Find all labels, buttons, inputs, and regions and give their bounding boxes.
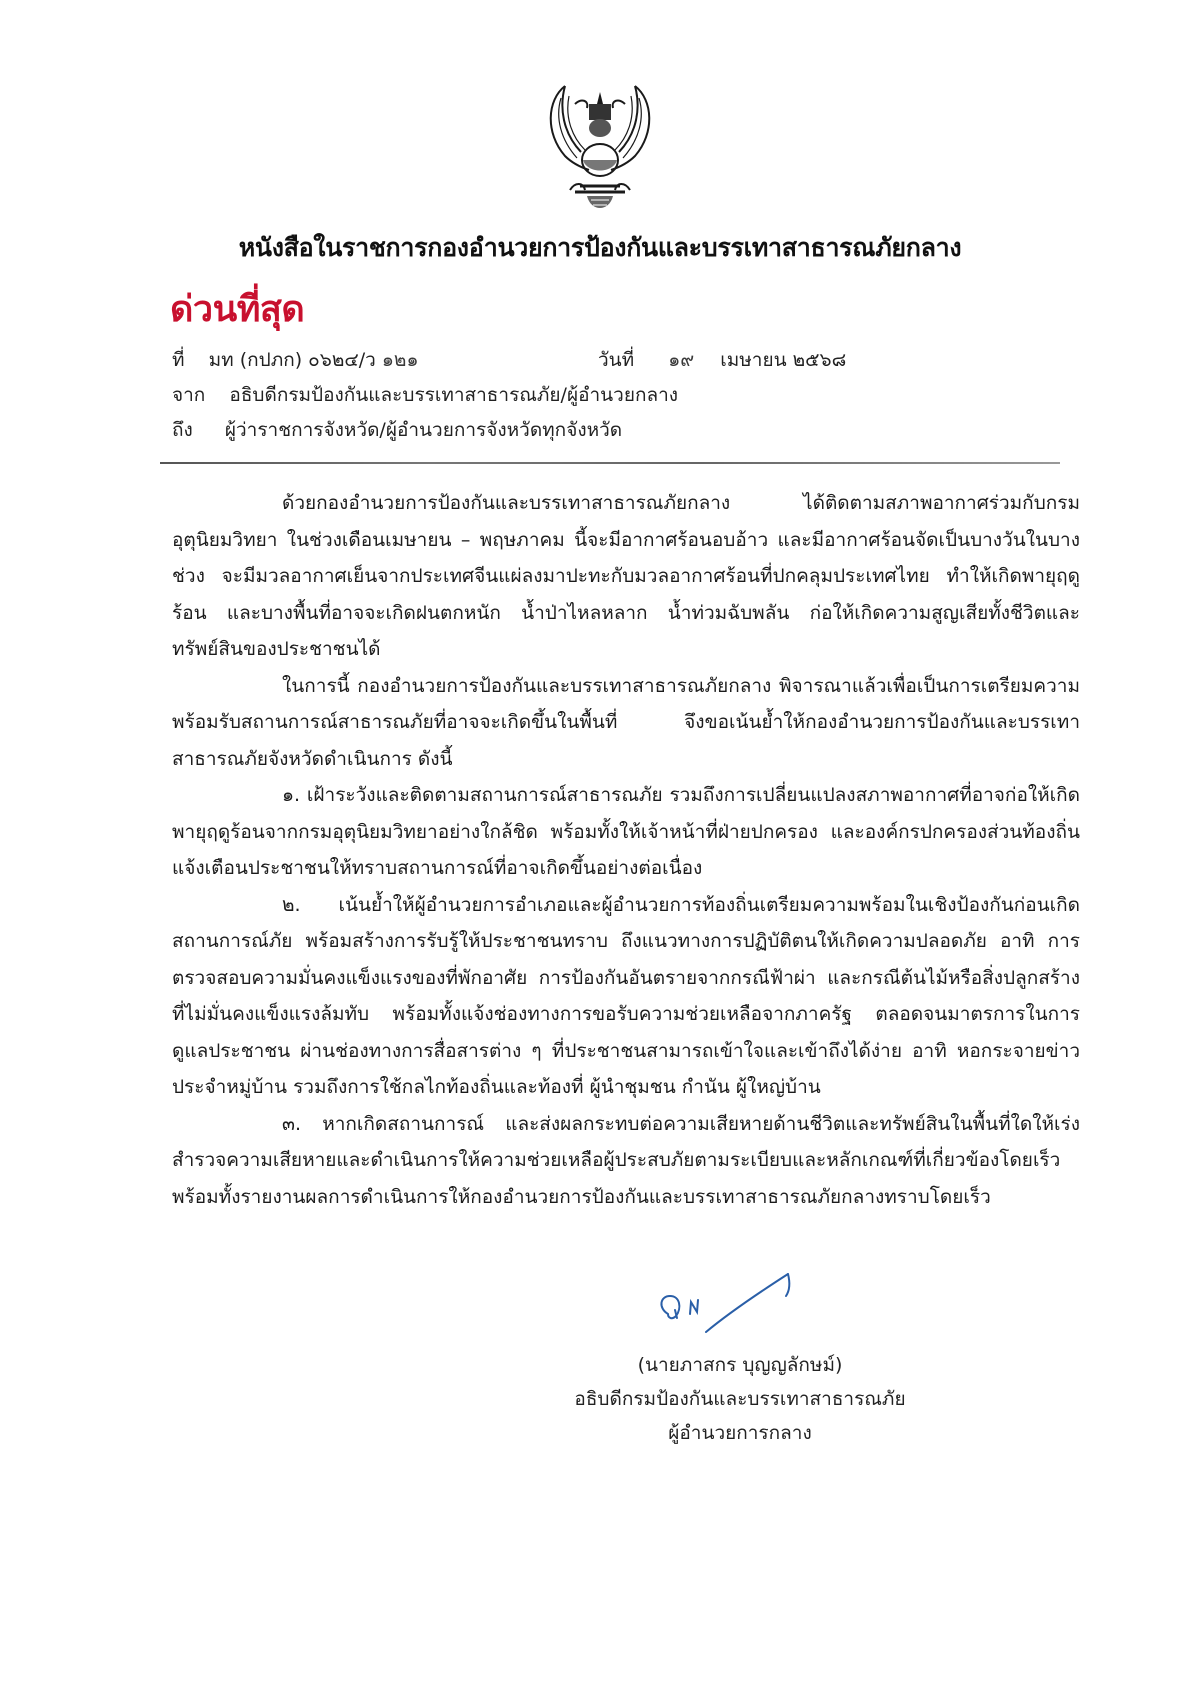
reference-number: ๑๒๑ [381,349,419,371]
body-item-2: ๒. เน้นย้ำให้ผู้อำนวยการอำเภอและผู้อำนวยการท้องถิ่นเตรียมความพร้อมในเชิงป้องกันก่อนเกิดสถานการณ์ภัย พร้อมสร้างการรับรู้ให้ประชาชนทราบ ถึงแนวทางการปฏิบัติตนให้เกิดความปลอดภัย อาทิ การตรวจสอบความมั่นคงแข็งแรงของที่พักอาศัย การป้องกันอันตรายจากกรณีฟ้าผ่า และกรณีต้นไม้หรือสิ่งปลูกสร้างที่ไม่มั่นคงแข็งแรงล้มทับ พร้อมทั้งแจ้งช่องทางการขอรับความช่วยเหลือจากภาครัฐ ตลอดจนมาตรการในการดูแลประชาชน ผ่านช่องทางการสื่อสารต่าง ๆ ที่ประชาชนสามารถเข้าใจและเข้าถึงได้ง่าย อาทิ หอกระจายข่าวประจำหมู่บ้าน รวมถึงการใช้กลไกท้องถิ่นและท้องที่ ผู้นำชุมชน กำนัน ผู้ใหญ่บ้าน [172,893,1080,1098]
from-value: อธิบดีกรมป้องกันและบรรเทาสาธารณภัย/ผู้อำนวยกลาง [229,384,679,406]
garuda-emblem-icon [525,78,675,218]
header-separator [160,462,1060,464]
reference-label: ที่ [172,349,185,371]
signature-block [460,1348,1020,1450]
reference-line [172,345,419,375]
signatory-position-1: อธิบดีกรมป้องกันและบรรเทาสาธารณภัย [574,1388,906,1410]
signatory-name: (นายภาสกร บุญญลักษม์) [637,1354,843,1376]
body-paragraph-directive: ในการนี้ กองอำนวยการป้องกันและบรรเทาสาธารณภัยกลาง พิจารณาแล้วเพื่อเป็นการเตรียมความพร้อมรับสถานการณ์สาธารณภัยที่อาจจะเกิดขึ้นในพื้นที่ จึงขอเน้นย้ำให้กองอำนวยการป้องกันและบรรเทาสาธารณภัยจังหวัดดำเนินการ ดังนี้ [172,674,1080,770]
urgency-label: ด่วนที่สุด [170,289,305,330]
from-line [172,380,678,410]
document-body [172,485,1080,1215]
date-day: ๑๙ [668,349,695,371]
body-item-1: ๑. เฝ้าระวังและติดตามสถานการณ์สาธารณภัย รวมถึงการเปลี่ยนแปลงสภาพอากาศที่อาจก่อให้เกิดพายุฤดูร้อนจากกรมอุตุนิยมวิทยาอย่างใกล้ชิด พร้อมทั้งให้เจ้าหน้าที่ฝ่ายปกครอง และองค์กรปกครองส่วนท้องถิ่นแจ้งเตือนประชาชนให้ทราบสถานการณ์ที่อาจเกิดขึ้นอย่างต่อเนื่อง [172,784,1080,879]
signatory-position-2: ผู้อำนวยการกลาง [668,1422,812,1444]
to-value: ผู้ว่าราชการจังหวัด/ผู้อำนวยการจังหวัดทุกจังหวัด [224,419,623,441]
date-label: วันที่ [598,349,635,371]
date-line [598,345,846,375]
handwritten-signature-icon [650,1262,810,1342]
to-line [172,415,622,445]
document-title: หนังสือในราชการกองอำนวยการป้องกันและบรรเทาสาธารณภัยกลาง [238,233,962,262]
from-label: จาก [172,384,206,406]
reference-prefix: มท (กปภก) ๐๖๒๔/ว [208,349,376,371]
body-paragraph-intro: ด้วยกองอำนวยการป้องกันและบรรเทาสาธารณภัยกลาง ได้ติดตามสภาพอากาศร่วมกับกรมอุตุนิยมวิทยา ในช่วงเดือนเมษายน – พฤษภาคม นี้จะมีอากาศร้อนอบอ้าว และมีอากาศร้อนจัดเป็นบางวันในบางช่วง จะมีมวลอากาศเย็นจากประเทศจีนแผ่ลงมาปะทะกับมวลอากาศร้อนที่ปกคลุมประเทศไทย ทำให้เกิดพายุฤดูร้อน และบางพื้นที่อาจจะเกิดฝนตกหนัก น้ำป่าไหลหลาก น้ำท่วมฉับพลัน ก่อให้เกิดความสูญเสียทั้งชีวิตและทรัพย์สินของประชาชนได้ [172,492,1080,660]
to-label: ถึง [172,419,193,441]
date-month-year: เมษายน ๒๕๖๘ [720,349,847,371]
body-item-3: ๓. หากเกิดสถานการณ์ และส่งผลกระทบต่อความเสียหายด้านชีวิตและทรัพย์สินในพื้นที่ใดให้เร่งสำรวจความเสียหายและดำเนินการให้ความช่วยเหลือผู้ประสบภัยตามระเบียบและหลักเกณฑ์ที่เกี่ยวข้องโดยเร็ว พร้อมทั้งรายงานผลการดำเนินการให้กองอำนวยการป้องกันและบรรเทาสาธารณภัยกลางทราบโดยเร็ว [172,1112,1080,1208]
